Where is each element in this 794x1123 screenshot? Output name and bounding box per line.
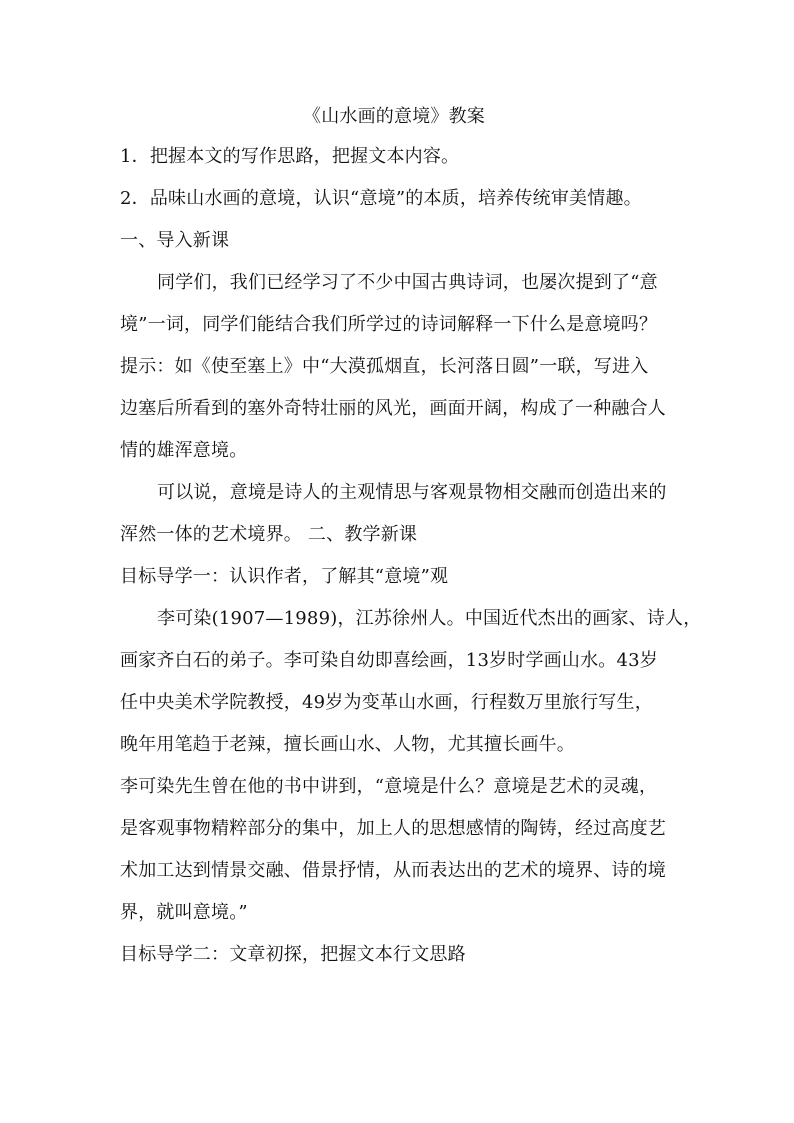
paragraph-line: 浑然一体的艺术境界。 二、教学新课	[120, 524, 418, 545]
document-title: 《山水画的意境》教案	[303, 106, 485, 127]
paragraph-line: 提示：如《使至塞上》中“大漠孤烟直，长河落日圆”一联，写进入	[120, 356, 649, 377]
section-heading-target-one: 目标导学一：认识作者，了解其“意境”观	[120, 566, 449, 587]
paragraph-line: 画家齐白石的弟子。李可染自幼即喜绘画，13岁时学画山水。43岁	[120, 650, 659, 671]
quote-line: 术加工达到情景交融、借景抒情，从而表达出的艺术的境界、诗的境	[120, 860, 666, 881]
objective-line-2: 2．品味山水画的意境，认识“意境”的本质，培养传统审美情趣。	[120, 188, 642, 209]
paragraph-line: 可以说，意境是诗人的主观情思与客观景物相交融而创造出来的	[157, 482, 667, 503]
paragraph-line: 境”一词，同学们能结合我们所学过的诗词解释一下什么是意境吗？	[120, 314, 658, 335]
paragraph-line: 任中央美术学院教授，49岁为变革山水画，行程数万里旅行写生，	[120, 692, 653, 713]
section-heading-introduction: 一、导入新课	[120, 230, 230, 251]
objective-line-1: 1．把握本文的写作思路，把握文本内容。	[120, 146, 460, 167]
paragraph-line: 情的雄浑意境。	[120, 440, 248, 461]
paragraph-line: 边塞后所看到的塞外奇特壮丽的风光，画面开阔，构成了一种融合人	[120, 398, 666, 419]
paragraph-line: 晚年用笔趋于老辣，擅长画山水、人物，尤其擅长画牛。	[120, 734, 575, 755]
paragraph-line: 同学们，我们已经学习了不少中国古典诗词，也屡次提到了“意	[157, 272, 658, 293]
paragraph-line: 李可染(1907—1989)，江苏徐州人。中国近代杰出的画家、诗人，	[157, 608, 702, 629]
quote-line: 李可染先生曾在他的书中讲到，“意境是什么？意境是艺术的灵魂，	[120, 776, 658, 797]
quote-line: 界，就叫意境。”	[120, 902, 248, 923]
section-heading-target-two: 目标导学二：文章初探，把握文本行文思路	[120, 944, 466, 965]
quote-line: 是客观事物精粹部分的集中，加上人的思想感情的陶铸，经过高度艺	[120, 818, 666, 839]
